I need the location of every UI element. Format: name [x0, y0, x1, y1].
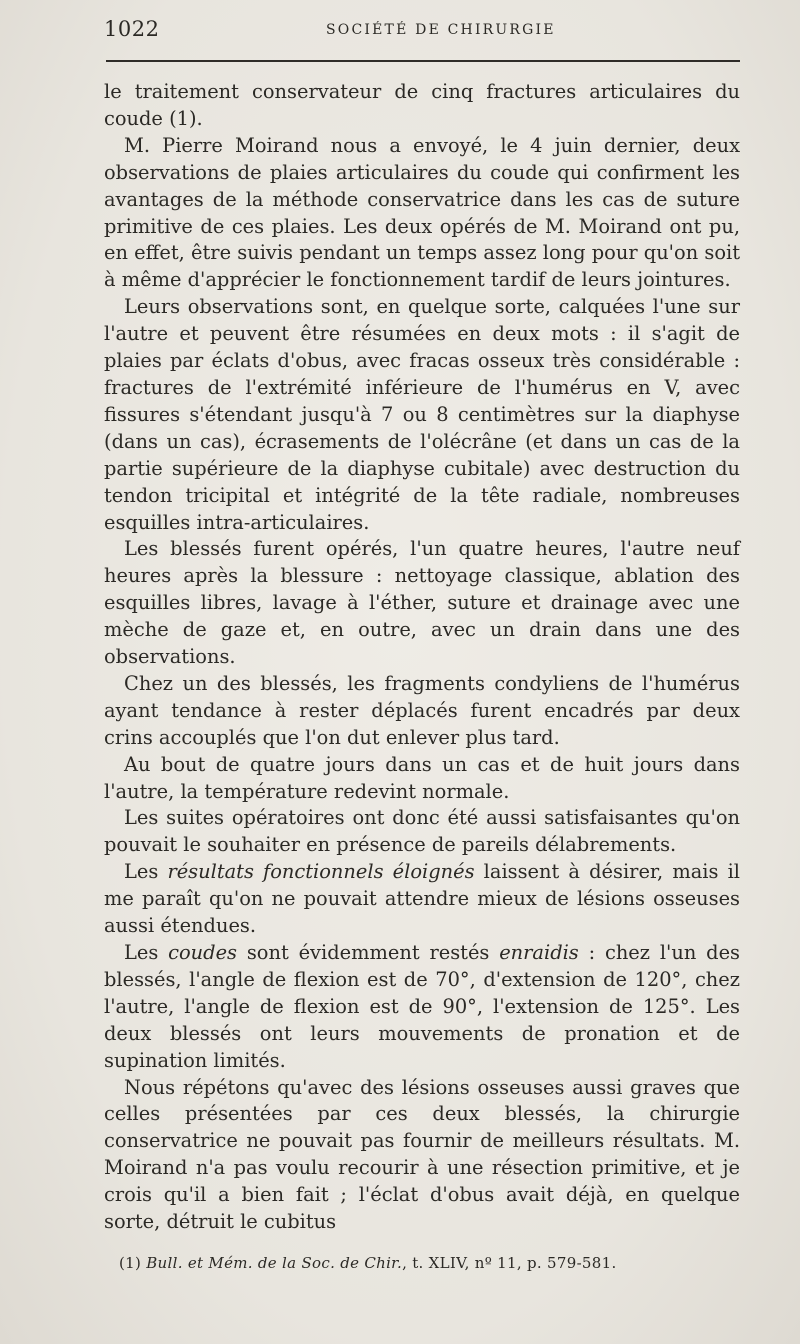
italic-phrase: résultats fonctionnels éloignés [167, 860, 475, 884]
paragraph: Les résultats fonctionnels éloignés laissent à désirer, mais il me paraît qu'on ne pouvait attendre mieux de lésions osseuses aussi étendues. [104, 860, 740, 938]
paragraph: Les suites opératoires ont donc été aussi satisfaisantes qu'on pouvait le souhaiter en présence de pareils délabrements. [104, 806, 740, 857]
paragraph: Chez un des blessés, les fragments condyliens de l'humérus ayant tendance à rester déplacés furent encadrés par deux crins accouplés que l'on dut enlever plus tard. [104, 671, 740, 749]
paragraph: Nous répétons qu'avec des lésions osseuses aussi graves que celles présentées par ces deux blessés, la chirurgie conservatrice ne pouvait pas fournir de meilleurs résultats. M. Moirand n'a pas voulu recourir à une résection primitive, et je crois qu'il a bien fait ; l'éclat d'obus avait déjà, en quelque sorte, détruit le cubitus [104, 1075, 740, 1234]
paragraph-continued: le traitement conservateur de cinq fractures articulaires du coude (1). [104, 80, 740, 130]
paragraph: Les coudes sont évidemment restés enraidis : chez l'un des blessés, l'angle de flexion est de 70°, d'extension de 120°, chez l'autre, l'angle de flexion est de 90°, l'extension de 125°. Les deux blessés ont leurs mouvements de pronation et de supination limités. [104, 941, 741, 1072]
paragraph: Leurs observations sont, en quelque sorte, calquées l'une sur l'autre et peuvent être résumées en deux mots : il s'agit de plaies par éclats d'obus, avec fracas osseux très considérable : fractures de l'extrémité inférieure de l'humérus en V, avec fissures s'étendant jusqu'à 7 ou 8 centimètres sur la diaphyse (dans un cas), écrasements de l'olécrâne (et dans un cas de la partie supérieure de la diaphyse cubitale) avec destruction du tendon tricipital et intégrité de la tête radiale, nombreuses esquilles intra-articulaires. [104, 295, 740, 534]
paragraph: Les blessés furent opérés, l'un quatre heures, l'autre neuf heures après la blessure : nettoyage classique, ablation des esquilles libres, lavage à l'éther, suture et drainage avec une mèche de gaze et, en outre, avec un drain dans une des observations. [104, 537, 740, 669]
footnote-source: Bull. et Mém. de la Soc. de Chir. [146, 1254, 403, 1272]
footnote [119, 1254, 739, 1272]
body-text [104, 79, 740, 1236]
footnote-mark: (1) [119, 1254, 147, 1272]
italic-word: coudes [168, 941, 238, 964]
footnote-ref: , t. XLIV, nº 11, p. 579-581. [402, 1254, 617, 1272]
paragraph: Au bout de quatre jours dans un cas et de huit jours dans l'autre, la température redevint normale. [104, 752, 740, 803]
paragraph: M. Pierre Moirand nous a envoyé, le 4 juin dernier, deux observations de plaies articulaires du coude qui confirment les avantages de la méthode conservatrice dans les cas de suture primitive de ces plaies. Les deux opérés de M. Moirand ont pu, en effet, être suivis pendant un temps assez long pour qu'on soit à même d'apprécier le fonctionnement tardif de leurs jointures. [104, 133, 740, 292]
page-number: 1022 [104, 17, 160, 41]
italic-word: enraidis [499, 941, 579, 964]
header-rule [106, 60, 740, 62]
running-title: SOCIÉTÉ DE CHIRURGIE [326, 22, 556, 38]
